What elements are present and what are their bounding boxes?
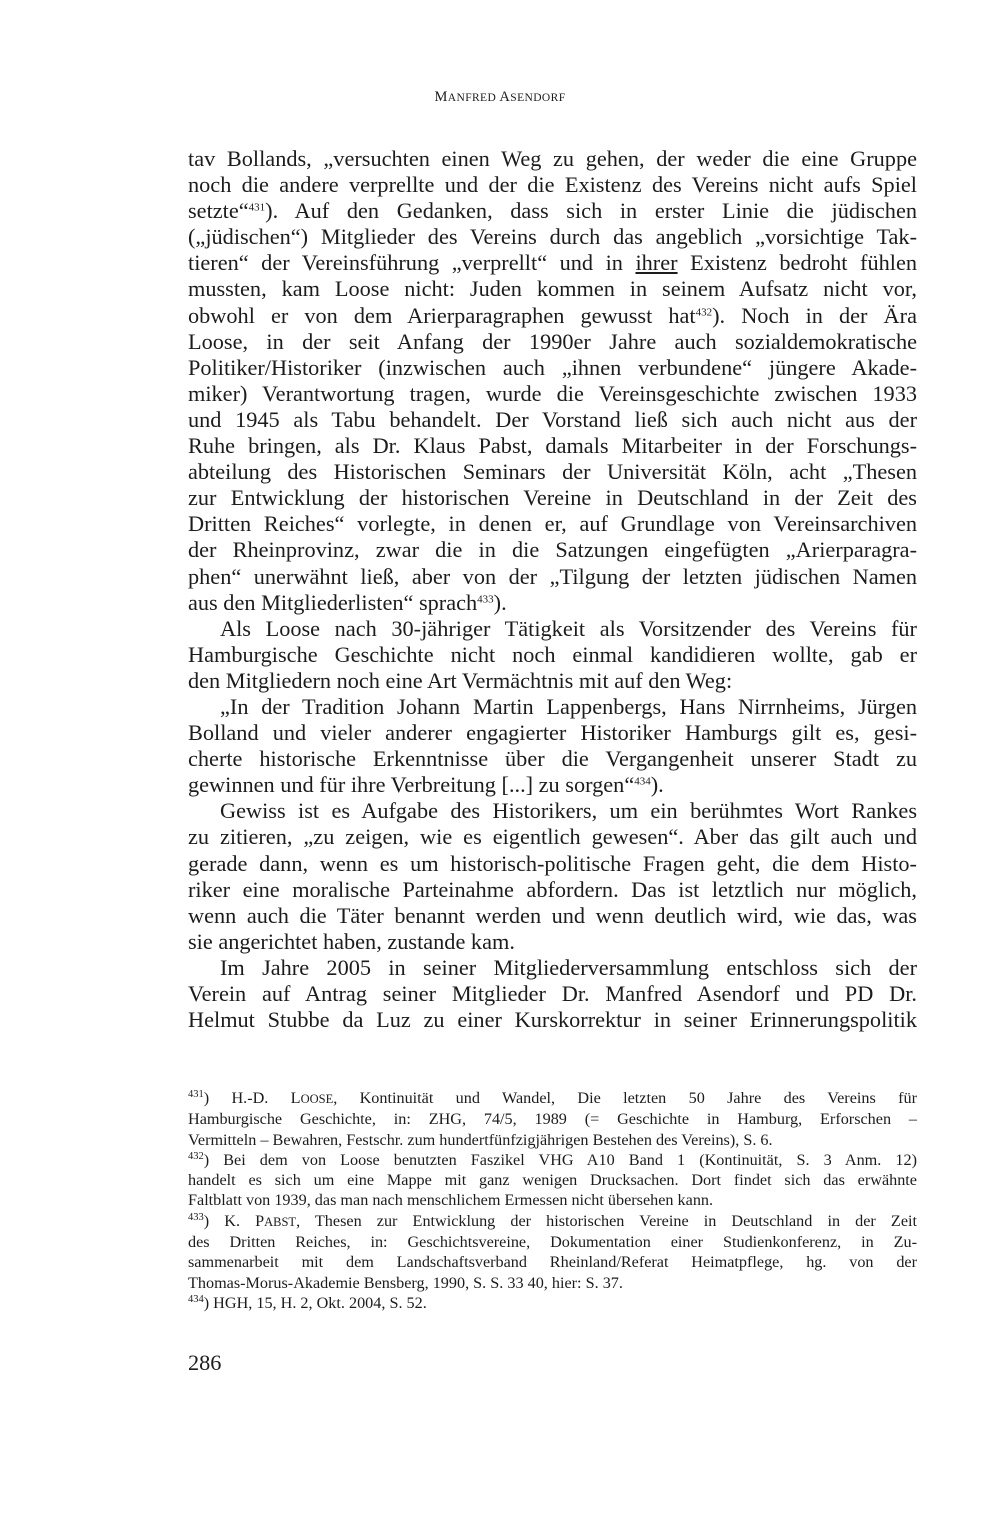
page-number: 286: [188, 1350, 222, 1375]
text-span: aus den Mitgliederlisten“ sprach: [188, 589, 478, 615]
text-line: Helmut Stubbe da Luz zu einer Kurskorrektur in seiner Erinnerungspolitik: [188, 1007, 917, 1033]
running-head: [0, 89, 1000, 106]
quote-line: „In der Tradition Johann Martin Lappenbergs, Hans Nirrnheims, Jürgen: [220, 693, 917, 719]
text-span: obwohl er von dem Arierparagraphen gewusst hat: [188, 302, 696, 328]
author-last-initial: A: [499, 89, 511, 105]
text-span: tieren“ der Vereinsführung „verprellt“ und in: [188, 250, 636, 276]
text-line: zu zitieren, „zu zeigen, wie es eigentlich gewesen“. Aber das gilt auch und: [188, 824, 917, 850]
text-line: den Mitgliedern noch eine Art Vermächtnis mit auf den Weg:: [188, 667, 733, 693]
text-span: ) H.-D. L: [203, 1089, 301, 1107]
text-line: Hamburgische Geschichte nicht noch einmal kandidieren wollte, gab er: [188, 641, 917, 667]
text-span: gewinnen und für ihre Verbreitung [...] zu sorgen“: [188, 772, 635, 798]
text-line: [188, 250, 917, 276]
text-line: mussten, kam Loose nicht: Juden kommen in seinem Aufsatz nicht vor,: [188, 276, 917, 302]
text-span: ).: [493, 589, 507, 615]
text-line: Gewiss ist es Aufgabe des Historikers, um ein berühmtes Wort Rankes: [220, 798, 917, 824]
text-line: Dritten Reiches“ vorlegte, in denen er, auf Grundlage von Vereinsarchiven: [188, 511, 917, 537]
text-span: Existenz bedroht fühlen: [677, 250, 917, 276]
text-span: ) Bei dem von Loose benutzten Faszikel VHG A10 Band 1 (Kontinuität, S. 3 Anm. 12): [203, 1150, 917, 1169]
quote-line: cherte historische Erkenntnisse über die Vergangenheit unserer Stadt zu: [188, 746, 917, 772]
footnote-number: 431: [188, 1089, 204, 1101]
text-span: ).: [650, 772, 664, 798]
footnotes: [188, 1088, 917, 1313]
author-first-initial: M: [434, 89, 448, 105]
text-line: Verein auf Antrag seiner Mitglieder Dr. Manfred Asendorf und PD Dr.: [188, 981, 917, 1006]
text-line: abteilung des Historischen Seminars der Universität Köln, acht „Thesen: [188, 459, 917, 485]
footnote-431: [188, 1088, 917, 1109]
footnote-ref-434[interactable]: 434: [634, 775, 651, 788]
footnote-line: Vermitteln – Bewahren, Festschr. zum hundertfünfzigjährigen Bestehen des Vereins), S. 6.: [188, 1130, 773, 1149]
footnote-line: sammenarbeit mit dem Landschaftsverband Rheinland/Referat Heimatpflege, hg. von der: [188, 1253, 917, 1272]
footnote-line: Thomas-Morus-Akademie Bensberg, 1990, S. S. 33 40, hier: S. 37.: [188, 1273, 623, 1292]
text-span: ). Auf den Gedanken, dass sich in erster Linie die jüdischen: [265, 198, 917, 224]
text-span: ) HGH, 15, H. 2, Okt. 2004, S. 52.: [203, 1293, 427, 1312]
text-line: zur Entwicklung der historischen Vereine in Deutschland in der Zeit des: [188, 485, 917, 511]
author-first-rest: ANFRED: [447, 92, 497, 104]
text-span: , Kontinuität und Wandel, Die letzten 50 Jahre des Vereins für: [333, 1089, 917, 1107]
text-line: gerade dann, wenn es um historisch-politische Fragen geht, die dem Histo-: [188, 850, 917, 876]
footnote-line: Hamburgische Geschichte, in: ZHG, 74/5, 1989 (= Geschichte in Hamburg, Erforschen –: [188, 1110, 917, 1129]
text-line: Als Loose nach 30-jähriger Tätigkeit als Vorsitzender des Vereins für: [220, 615, 917, 641]
author-small-caps: OOSE: [300, 1092, 334, 1106]
body-text: [188, 146, 917, 1033]
text-span: ). Noch in der Ära: [712, 302, 917, 328]
text-line: sie angerichtet haben, zustande kam.: [188, 928, 515, 954]
text-line: Politiker/Historiker (inzwischen auch „ihnen verbundene“ jüngere Akade-: [188, 354, 917, 380]
text-line: tav Bollands, „versuchten einen Weg zu gehen, der weder die eine Gruppe: [188, 146, 917, 171]
text-line: noch die andere verprellte und der die Existenz des Vereins nicht aufs Spiel: [188, 172, 917, 198]
quote-line: Bolland und vieler anderer engagierter Historiker Hamburgs gilt es, gesi-: [188, 720, 917, 746]
text-line: Loose, in der seit Anfang der 1990er Jahre auch sozialdemokratische: [188, 328, 917, 354]
text-line: [188, 590, 917, 616]
underlined-word: ihrer: [635, 250, 678, 276]
footnote-number: 434: [188, 1294, 204, 1306]
footnote-number: 433: [188, 1212, 204, 1224]
text-line: der Rheinprovinz, zwar die in die Satzungen eingefügten „Arierparagra-: [188, 537, 917, 563]
quote-line: [188, 772, 917, 798]
text-line: phen“ unerwähnt ließ, aber von der „Tilgung der letzten jüdischen Namen: [188, 563, 917, 589]
text-line: wenn auch die Täter benannt werden und wenn deutlich wird, wie das, was: [188, 902, 917, 928]
text-span: ) K. P: [203, 1211, 265, 1230]
footnote-432: [188, 1150, 917, 1170]
text-line: [188, 198, 917, 224]
text-line: Ruhe bringen, als Dr. Klaus Pabst, damals Mitarbeiter in der Forschungs-: [188, 433, 917, 459]
footnote-number: 432: [188, 1151, 204, 1163]
text-line: riker eine moralische Parteinahme abfordern. Das ist letztlich nur möglich,: [188, 876, 917, 902]
text-line: („jüdischen“) Mitglieder des Vereins durch das angeblich „vorsichtige Tak-: [188, 224, 917, 250]
author-small-caps: ABST: [264, 1214, 297, 1229]
text-span: , Thesen zur Entwicklung der historischen Vereine in Deutschland in der Zeit: [296, 1211, 917, 1230]
text-line: [188, 303, 917, 329]
author-last-rest: SENDORF: [510, 92, 566, 104]
text-line: miker) Verantwortung tragen, wurde die Vereinsgeschichte zwischen 1933: [188, 380, 917, 406]
text-span: setzte“: [188, 198, 249, 224]
footnote-ref-433[interactable]: 433: [477, 592, 494, 605]
text-line: und 1945 als Tabu behandelt. Der Vorstand ließ sich auch nicht aus der: [188, 406, 917, 432]
footnote-line: handelt es sich um eine Mappe mit ganz wenigen Drucksachen. Dort findet sich das erwähnte: [188, 1171, 917, 1190]
text-line: Im Jahre 2005 in seiner Mitgliederversammlung entschloss sich der: [220, 954, 917, 980]
footnote-line: Faltblatt von 1939, das man nach menschlichem Ermessen nicht übersehen kann.: [188, 1191, 714, 1210]
footnote-434: [188, 1293, 917, 1313]
footnote-ref-432[interactable]: 432: [695, 305, 713, 318]
footnote-ref-431[interactable]: 431: [248, 201, 266, 214]
footnote-433: [188, 1211, 917, 1232]
footnote-line: des Dritten Reiches, in: Geschichtsvereine, Dokumentation einer Studienkonferenz, in Zu-: [188, 1233, 917, 1252]
